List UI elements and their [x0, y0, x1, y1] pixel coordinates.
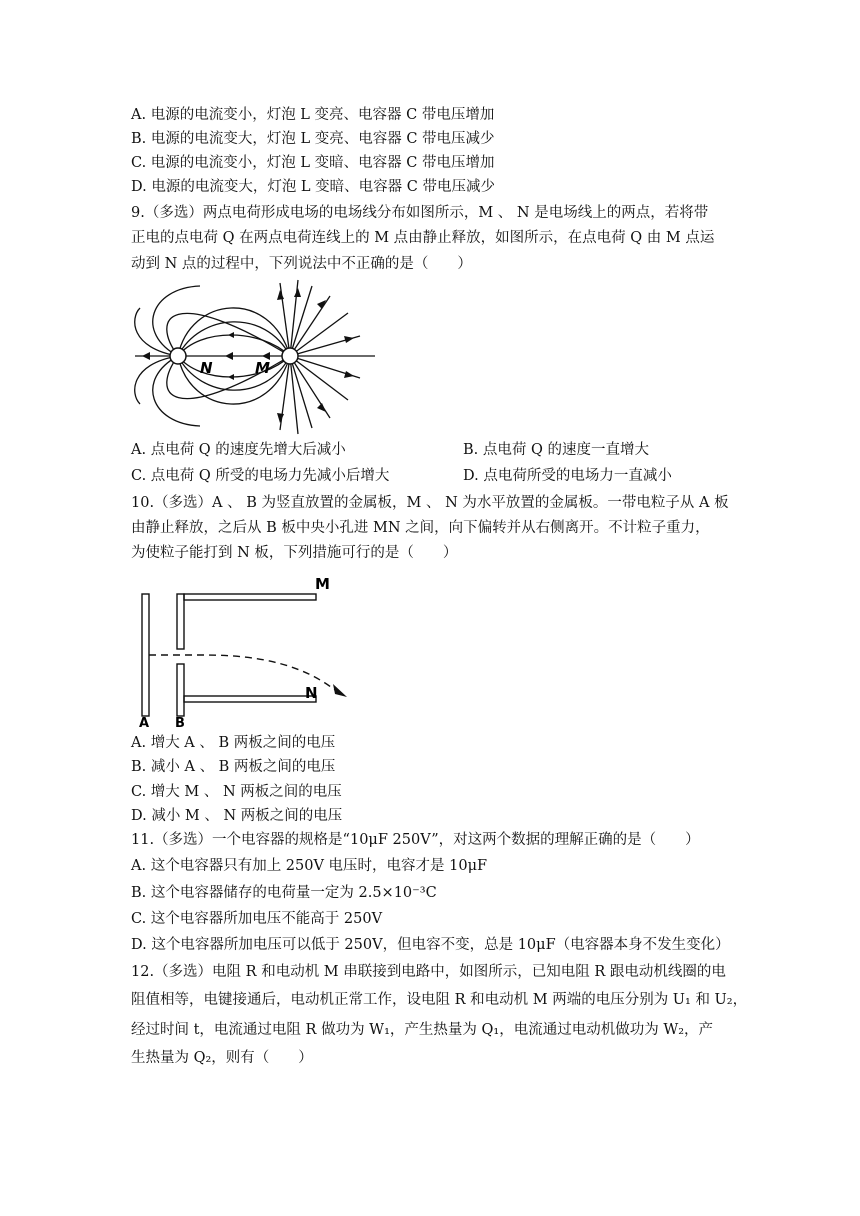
q10-option-d: D. 减小 M 、 N 两板之间的电压: [131, 808, 343, 824]
q9-label-m: M: [255, 359, 270, 377]
q10-option-a: A. 增大 A 、 B 两板之间的电压: [131, 735, 336, 751]
q10-option-b: B. 减小 A 、 B 两板之间的电压: [131, 759, 336, 775]
q11-option-d: D. 这个电容器所加电压可以低于 250V，但电容不变，总是 10μF（电容器本身不发生变化）: [131, 937, 730, 953]
q12-stem-line-3: 经过时间 t，电流通过电阻 R 做功为 W₁，产生热量为 Q₁，电流通过电动机做功为 W₂，产: [131, 1022, 714, 1038]
q9-option-c: C. 点电荷 Q 所受的电场力先减小后增大: [131, 468, 390, 484]
q9-electric-field-figure: [130, 278, 380, 438]
q9-stem-line-1: 9.（多选）两点电荷形成电场的电场线分布如图所示，M 、 N 是电场线上的两点，若将带: [131, 205, 709, 221]
q8-option-d: D. 电源的电流变大，灯泡 L 变暗、电容器 C 带电压减少: [131, 179, 495, 195]
q10-stem-line-2: 由静止释放，之后从 B 板中央小孔进 MN 之间，向下偏转并从右侧离开。不计粒子重力，: [131, 520, 710, 536]
q12-stem-line-1: 12.（多选）电阻 R 和电动机 M 串联接到电路中，如图所示，已知电阻 R 跟电动机线圈的电: [131, 964, 726, 980]
q10-stem-line-1: 10.（多选）A 、 B 为竖直放置的金属板，M 、 N 为水平放置的金属板。一带电粒子从 A 板: [131, 495, 729, 511]
q8-option-c: C. 电源的电流变小，灯泡 L 变暗、电容器 C 带电压增加: [131, 155, 495, 171]
q12-stem-line-4: 生热量为 Q₂，则有（ ）: [131, 1050, 313, 1066]
q9-label-n: N: [200, 359, 213, 377]
q9-option-d: D. 点电荷所受的电场力一直减小: [463, 468, 672, 484]
q8-option-b: B. 电源的电流变大，灯泡 L 变亮、电容器 C 带电压减少: [131, 131, 495, 147]
q12-stem-line-2: 阻值相等，电键接通后，电动机正常工作，设电阻 R 和电动机 M 两端的电压分别为 U₁ 和 U₂，: [131, 992, 748, 1008]
q9-option-b: B. 点电荷 Q 的速度一直增大: [463, 442, 649, 458]
q8-option-a: A. 电源的电流变小，灯泡 L 变亮、电容器 C 带电压增加: [131, 107, 495, 123]
q11-option-a: A. 这个电容器只有加上 250V 电压时，电容才是 10μF: [131, 858, 488, 874]
q10-label-m: M: [315, 575, 330, 593]
q11-option-c: C. 这个电容器所加电压不能高于 250V: [131, 911, 383, 927]
q11-option-b: B. 这个电容器储存的电荷量一定为 2.5×10⁻³C: [131, 885, 437, 901]
q10-label-b: B: [175, 716, 185, 727]
q10-option-c: C. 增大 M 、 N 两板之间的电压: [131, 784, 342, 800]
q10-stem-line-3: 为使粒子能打到 N 板，下列措施可行的是（ ）: [131, 545, 458, 561]
q11-stem: 11.（多选）一个电容器的规格是“10μF 250V”，对这两个数据的理解正确的是（ ）: [131, 832, 700, 848]
q9-stem-line-2: 正电的点电荷 Q 在两点电荷连线上的 M 点由静止释放，如图所示，在点电荷 Q 由 M 点运: [131, 230, 715, 246]
q10-label-a: A: [139, 716, 150, 727]
q10-label-n: N: [305, 684, 318, 702]
q10-plates-figure: [135, 572, 365, 727]
q9-stem-line-3: 动到 N 点的过程中，下列说法中不正确的是（ ）: [131, 256, 472, 272]
q9-option-a: A. 点电荷 Q 的速度先增大后减小: [131, 442, 346, 458]
